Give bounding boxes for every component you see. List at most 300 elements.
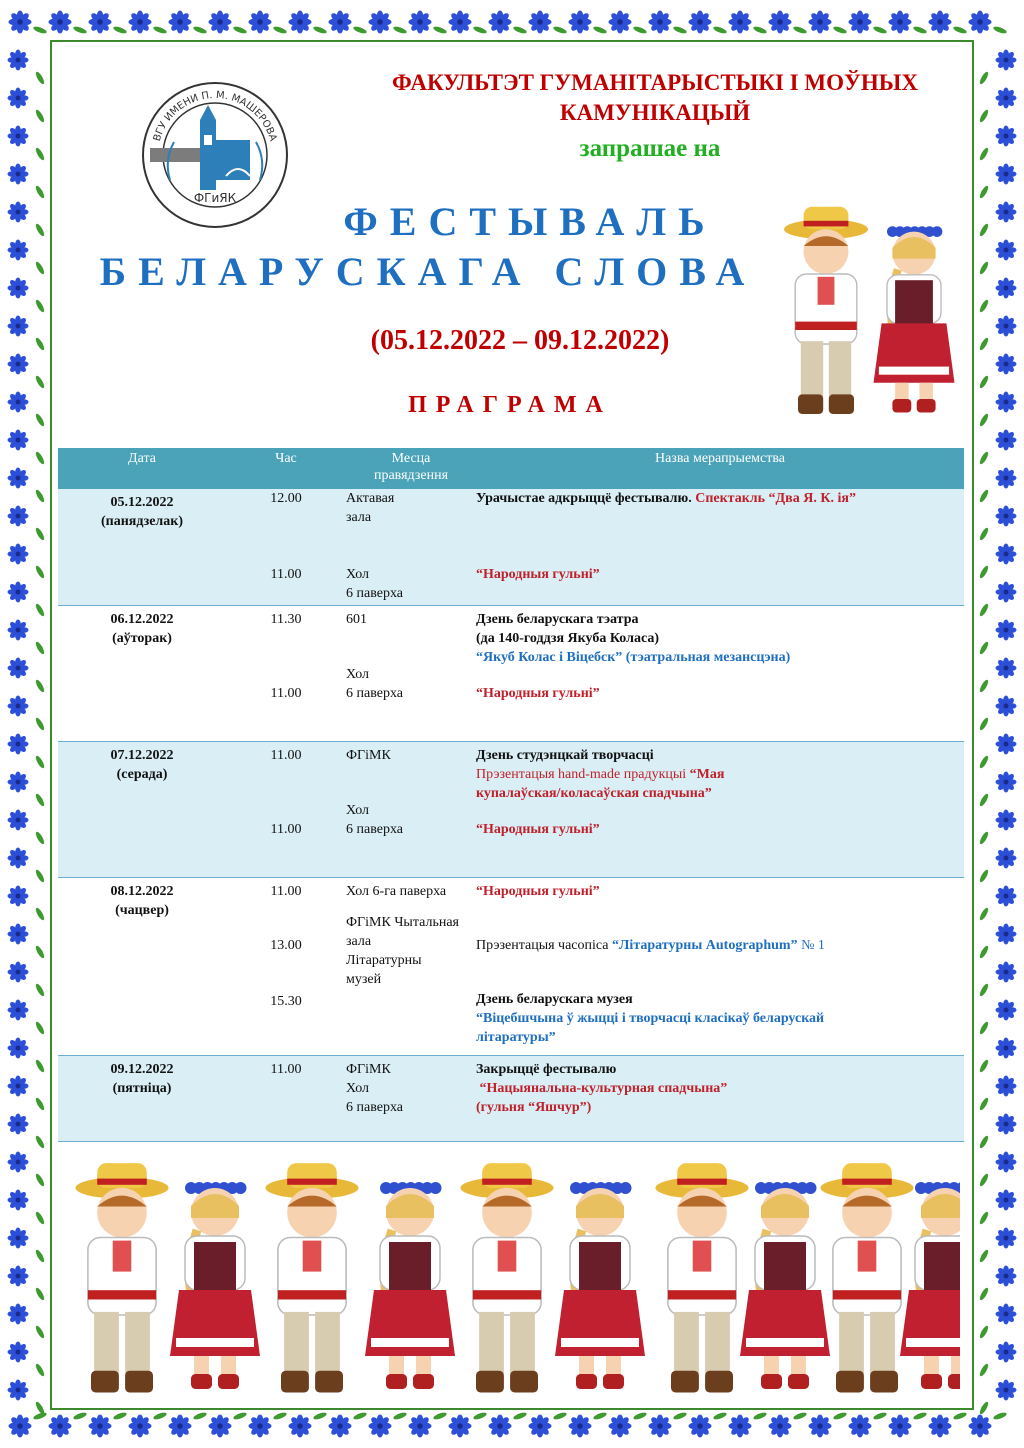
time-value: 11.00 [270, 747, 302, 763]
leaf-icon [73, 25, 88, 34]
festival-dates: (05.12.2022 – 09.12.2022) [370, 325, 670, 356]
faculty-line-2: КАМУНІКАЦЫЙ [559, 100, 751, 125]
cornflower-icon [8, 50, 29, 71]
cornflower-icon [996, 1076, 1017, 1097]
time-value: 15.30 [270, 993, 302, 1009]
event-game-name: (гульня “Яшчур”) [476, 1099, 592, 1115]
date-cell [58, 1055, 226, 1141]
boy-figure-icon [76, 1163, 169, 1392]
leaf-icon [978, 755, 989, 770]
leaf-icon [193, 25, 208, 34]
event-cell [476, 1055, 964, 1141]
leaf-icon [978, 185, 989, 200]
cornflower-icon [728, 1414, 751, 1437]
leaf-icon [753, 1411, 768, 1420]
table-row [58, 877, 964, 1055]
leaf-icon [34, 755, 45, 770]
cornflower-icon [996, 354, 1017, 375]
leaf-icon [873, 25, 888, 34]
leaf-icon [913, 1411, 928, 1420]
leaf-icon [393, 25, 408, 34]
time-value: 11.00 [270, 567, 302, 582]
time-cell [226, 605, 346, 741]
leaf-icon [313, 25, 328, 34]
cornflower-icon [8, 392, 29, 413]
table-header-row [58, 448, 964, 489]
cornflower-icon [8, 316, 29, 337]
cornflower-icon [996, 316, 1017, 337]
day-date: 07.12.2022 [110, 747, 174, 763]
cornflower-icon [88, 1414, 111, 1437]
cornflower-icon [488, 1414, 511, 1437]
leaf-icon [978, 565, 989, 580]
place-text: Хол [346, 1080, 370, 1096]
cornflower-icon [996, 240, 1017, 261]
leaf-icon [978, 603, 989, 618]
event-cell [476, 741, 964, 877]
cornflower-icon [768, 1414, 791, 1437]
leaf-icon [34, 1173, 45, 1188]
leaf-icon [34, 451, 45, 466]
leaf-icon [393, 1411, 408, 1420]
cornflower-icon [996, 506, 1017, 527]
cornflower-icon [8, 582, 29, 603]
place-text: Хол [346, 666, 370, 682]
cornflower-icon [8, 1114, 29, 1135]
header-event: Назва мерапрыемства [476, 448, 964, 489]
cornflower-icon [768, 10, 791, 33]
leaf-icon [553, 25, 568, 34]
cornflower-icon [848, 1414, 871, 1437]
leaf-icon [913, 25, 928, 34]
cornflower-icon [996, 1342, 1017, 1363]
cornflower-icon [8, 658, 29, 679]
cornflower-icon [996, 430, 1017, 451]
cornflower-icon [808, 10, 831, 33]
place-cell [346, 489, 476, 605]
cornflower-icon [996, 278, 1017, 299]
leaf-icon [978, 223, 989, 238]
girl-figure-icon [874, 226, 955, 412]
leaf-icon [833, 1411, 848, 1420]
leaf-icon [978, 717, 989, 732]
place-text: зала [346, 510, 372, 525]
girl-figure-icon [900, 1182, 960, 1389]
leaf-icon [34, 1059, 45, 1074]
event-presentation-title-cont: купалаўская/коласаўская спадчына” [476, 785, 712, 801]
leaf-icon [233, 1411, 248, 1420]
cornflower-icon [248, 1414, 271, 1437]
boy-figure-icon [821, 1163, 914, 1392]
festival-title-line-1: ФЕСТЫВАЛЬ [343, 199, 717, 244]
place-text: Хол [346, 567, 370, 582]
leaf-icon [34, 185, 45, 200]
cornflower-icon [288, 1414, 311, 1437]
cornflower-icon [208, 10, 231, 33]
event-cell [476, 489, 964, 605]
date-cell [58, 605, 226, 741]
cornflower-icon [996, 886, 1017, 907]
cornflower-icon [996, 1038, 1017, 1059]
header-time: Час [226, 448, 346, 489]
leaf-icon [34, 717, 45, 732]
cornflower-icon [996, 1228, 1017, 1249]
leaf-icon [34, 869, 45, 884]
table-row [58, 605, 964, 741]
cornflower-icon [888, 10, 911, 33]
cornflower-border-right-icon [972, 0, 1024, 1448]
event-text [476, 936, 964, 955]
leaf-icon [34, 793, 45, 808]
place-text: 6 паверха [346, 685, 403, 701]
logo-bottom-text: ФГиЯК [193, 191, 237, 205]
time-value: 11.00 [270, 1061, 302, 1077]
cornflower-icon [648, 10, 671, 33]
leaf-icon [978, 1097, 989, 1112]
leaf-icon [34, 1401, 45, 1416]
cornflower-border-left-icon [0, 0, 52, 1448]
cornflower-icon [688, 1414, 711, 1437]
girl-figure-icon [365, 1182, 455, 1389]
cornflower-icon [488, 10, 511, 33]
girl-figure-icon [555, 1182, 645, 1389]
leaf-icon [34, 223, 45, 238]
leaf-icon [34, 71, 45, 86]
leaf-icon [353, 25, 368, 34]
leaf-icon [233, 25, 248, 34]
leaf-icon [978, 413, 989, 428]
leaf-icon [153, 1411, 168, 1420]
leaf-icon [978, 1363, 989, 1378]
leaf-icon [978, 1059, 989, 1074]
leaf-icon [34, 679, 45, 694]
date-cell [58, 741, 226, 877]
leaf-icon [34, 147, 45, 162]
event-journal-issue: № 1 [801, 937, 825, 953]
leaf-icon [978, 1401, 989, 1416]
leaf-icon [34, 337, 45, 352]
cornflower-icon [996, 468, 1017, 489]
leaf-icon [34, 1135, 45, 1150]
leaf-icon [513, 1411, 528, 1420]
cornflower-icon [8, 886, 29, 907]
place-text: Літаратурны [346, 952, 422, 968]
cornflower-icon [996, 582, 1017, 603]
leaf-icon [34, 527, 45, 542]
event-performance: Спектакль “Два Я. К. ія” [695, 491, 856, 506]
event-games: “Народныя гульні” [476, 883, 600, 899]
program-heading: ПРАГРАМА [408, 392, 612, 418]
time-value: 11.00 [270, 685, 302, 701]
leaf-icon [34, 489, 45, 504]
cornflower-icon [996, 810, 1017, 831]
leaf-icon [34, 299, 45, 314]
cornflower-icon [128, 10, 151, 33]
event-cell [476, 605, 964, 741]
leaf-icon [793, 1411, 808, 1420]
leaf-icon [978, 983, 989, 998]
place-text: 6 паверха [346, 821, 403, 837]
cornflower-icon [328, 10, 351, 33]
leaf-icon [978, 1325, 989, 1340]
cornflower-icon [996, 1380, 1017, 1401]
cornflower-icon [8, 1266, 29, 1287]
place-text: 601 [346, 611, 367, 627]
day-weekday: (пятніца) [112, 1080, 172, 1096]
leaf-icon [433, 1411, 448, 1420]
leaf-icon [978, 375, 989, 390]
cornflower-icon [8, 1190, 29, 1211]
cornflower-icon [888, 1414, 911, 1437]
cornflower-icon [408, 1414, 431, 1437]
leaf-icon [34, 375, 45, 390]
cornflower-icon [408, 10, 431, 33]
leaf-icon [433, 25, 448, 34]
day-weekday: (панядзелак) [100, 514, 184, 529]
cornflower-icon [848, 10, 871, 33]
leaf-icon [713, 1411, 728, 1420]
day-date: 09.12.2022 [110, 1061, 174, 1077]
cornflower-icon [996, 962, 1017, 983]
leaf-icon [953, 25, 968, 34]
leaf-icon [978, 1021, 989, 1036]
event-text [476, 489, 964, 508]
cornflower-icon [8, 696, 29, 717]
leaf-icon [978, 337, 989, 352]
cornflower-icon [528, 10, 551, 33]
cornflower-icon [808, 1414, 831, 1437]
event-title: Закрыццё фестывалю [476, 1061, 617, 1077]
cornflower-icon [88, 10, 111, 33]
place-text: ФГіМК [346, 747, 391, 763]
cornflower-icon [8, 1342, 29, 1363]
leaf-icon [34, 831, 45, 846]
event-presentation-title: “Мая [689, 766, 725, 782]
event-heritage: “Нацыянальна-культурная спадчына” [476, 1080, 728, 1096]
cornflower-icon [8, 734, 29, 755]
cornflower-icon [8, 544, 29, 565]
leaf-icon [113, 25, 128, 34]
time-value: 11.30 [270, 611, 302, 627]
leaf-icon [978, 147, 989, 162]
cornflower-icon [996, 164, 1017, 185]
cornflower-icon [996, 696, 1017, 717]
cornflower-icon [688, 10, 711, 33]
leaf-icon [978, 1173, 989, 1188]
leaf-icon [978, 1249, 989, 1264]
leaf-icon [978, 831, 989, 846]
cornflower-icon [8, 810, 29, 831]
place-cell [346, 877, 476, 1055]
cornflower-icon [8, 468, 29, 489]
leaf-icon [978, 451, 989, 466]
event-games: “Народныя гульні” [476, 821, 600, 837]
leaf-icon [953, 1411, 968, 1420]
cornflower-icon [996, 392, 1017, 413]
leaf-icon [473, 1411, 488, 1420]
leaf-icon [473, 25, 488, 34]
day-date: 06.12.2022 [110, 611, 174, 627]
girl-figure-icon [740, 1182, 830, 1389]
cornflower-icon [996, 1000, 1017, 1021]
cornflower-icon [128, 1414, 151, 1437]
table-row [58, 489, 964, 605]
leaf-icon [593, 25, 608, 34]
cornflower-icon [568, 1414, 591, 1437]
cornflower-icon [8, 1000, 29, 1021]
leaf-icon [34, 109, 45, 124]
place-text: Хол 6-га паверха [346, 883, 447, 899]
leaf-icon [978, 1211, 989, 1226]
leaf-icon [633, 1411, 648, 1420]
cornflower-icon [648, 1414, 671, 1437]
leaf-icon [34, 1249, 45, 1264]
event-museum-title: “Віцебшчына ў жыцці і творчасці класікаў беларускай [476, 1010, 825, 1026]
leaf-icon [34, 1021, 45, 1036]
cornflower-icon [448, 10, 471, 33]
cornflower-icon [288, 10, 311, 33]
leaf-icon [513, 25, 528, 34]
day-date: 08.12.2022 [110, 883, 174, 899]
cornflower-icon [8, 126, 29, 147]
cornflower-icon [608, 10, 631, 33]
leaf-icon [34, 565, 45, 580]
leaf-icon [793, 25, 808, 34]
leaf-icon [273, 1411, 288, 1420]
cornflower-icon [996, 1114, 1017, 1135]
leaf-icon [34, 1097, 45, 1112]
leaf-icon [34, 983, 45, 998]
leaf-icon [978, 527, 989, 542]
date-cell [58, 489, 226, 605]
program-table [58, 448, 964, 1142]
day-date: 05.12.2022 [110, 495, 174, 510]
cornflower-icon [996, 620, 1017, 641]
leaf-icon [73, 1411, 88, 1420]
cornflower-icon [248, 10, 271, 33]
cornflower-icon [568, 10, 591, 33]
time-value: 11.00 [270, 883, 302, 899]
invites-text: запрашае на [579, 135, 721, 162]
leaf-icon [978, 907, 989, 922]
cornflower-icon [996, 1304, 1017, 1325]
cornflower-icon [996, 658, 1017, 679]
leaf-icon [978, 869, 989, 884]
leaf-icon [593, 1411, 608, 1420]
festival-title-line-2: БЕЛАРУСКАГА СЛОВА [99, 249, 757, 294]
leaf-icon [978, 1135, 989, 1150]
event-title: Дзень беларускага тэатра [476, 611, 639, 627]
leaf-icon [34, 261, 45, 276]
leaf-icon [873, 1411, 888, 1420]
event-games: “Народныя гульні” [476, 567, 600, 582]
time-value: 12.00 [270, 491, 302, 506]
cornflower-icon [996, 202, 1017, 223]
leaf-icon [34, 1363, 45, 1378]
leaf-icon [633, 25, 648, 34]
leaf-icon [193, 1411, 208, 1420]
table-row [58, 741, 964, 877]
event-museum-title-cont: літаратуры” [476, 1029, 556, 1045]
cornflower-icon [8, 1304, 29, 1325]
event-cell [476, 877, 964, 1055]
place-text: Хол [346, 802, 370, 818]
cornflower-icon [8, 1076, 29, 1097]
boy-figure-icon [656, 1163, 749, 1392]
boy-figure-icon [266, 1163, 359, 1392]
cornflower-icon [8, 924, 29, 945]
leaf-icon [34, 907, 45, 922]
leaf-icon [978, 1287, 989, 1302]
event-text [476, 765, 964, 784]
time-cell [226, 489, 346, 605]
cornflower-icon [8, 164, 29, 185]
cornflower-icon [928, 1414, 951, 1437]
leaf-icon [978, 679, 989, 694]
cornflower-icon [996, 544, 1017, 565]
cornflower-icon [328, 1414, 351, 1437]
place-cell [346, 605, 476, 741]
place-text: 6 паверха [346, 586, 403, 601]
cornflower-icon [8, 240, 29, 261]
leaf-icon [673, 25, 688, 34]
children-row-in-folk-costume-icon [60, 1150, 960, 1400]
cornflower-icon [996, 848, 1017, 869]
event-title: Дзень студэнцкай творчасці [476, 747, 654, 763]
cornflower-icon [8, 506, 29, 527]
event-games: “Народныя гульні” [476, 685, 600, 701]
university-logo [140, 80, 290, 230]
cornflower-icon [8, 278, 29, 299]
leaf-icon [273, 25, 288, 34]
place-text: 6 паверха [346, 1099, 403, 1115]
leaf-icon [978, 793, 989, 808]
time-cell [226, 877, 346, 1055]
cornflower-icon [8, 962, 29, 983]
leaf-icon [978, 641, 989, 656]
cornflower-icon [368, 10, 391, 33]
place-text: музей [346, 971, 382, 987]
boy-figure-icon [461, 1163, 554, 1392]
cornflower-icon [8, 1152, 29, 1173]
cornflower-icon [996, 772, 1017, 793]
cornflower-icon [208, 1414, 231, 1437]
cornflower-icon [8, 1228, 29, 1249]
cornflower-icon [8, 354, 29, 375]
leaf-icon [34, 1211, 45, 1226]
leaf-icon [553, 1411, 568, 1420]
leaf-icon [978, 261, 989, 276]
place-text: зала [346, 933, 372, 949]
cornflower-icon [996, 924, 1017, 945]
day-weekday: (серада) [116, 766, 168, 782]
cornflower-icon [8, 620, 29, 641]
leaf-icon [113, 1411, 128, 1420]
day-weekday: (чацвер) [115, 902, 169, 918]
cornflower-icon [728, 10, 751, 33]
place-text: ФГіМК [346, 1061, 391, 1077]
cornflower-icon [528, 1414, 551, 1437]
cornflower-icon [996, 1190, 1017, 1211]
date-cell [58, 877, 226, 1055]
leaf-icon [34, 1287, 45, 1302]
leaf-icon [978, 299, 989, 314]
leaf-icon [978, 945, 989, 960]
place-cell [346, 1055, 476, 1141]
cornflower-icon [608, 1414, 631, 1437]
event-journal-title: “Літаратурны Autographum” [612, 937, 798, 953]
place-text: Актавая [346, 491, 395, 506]
